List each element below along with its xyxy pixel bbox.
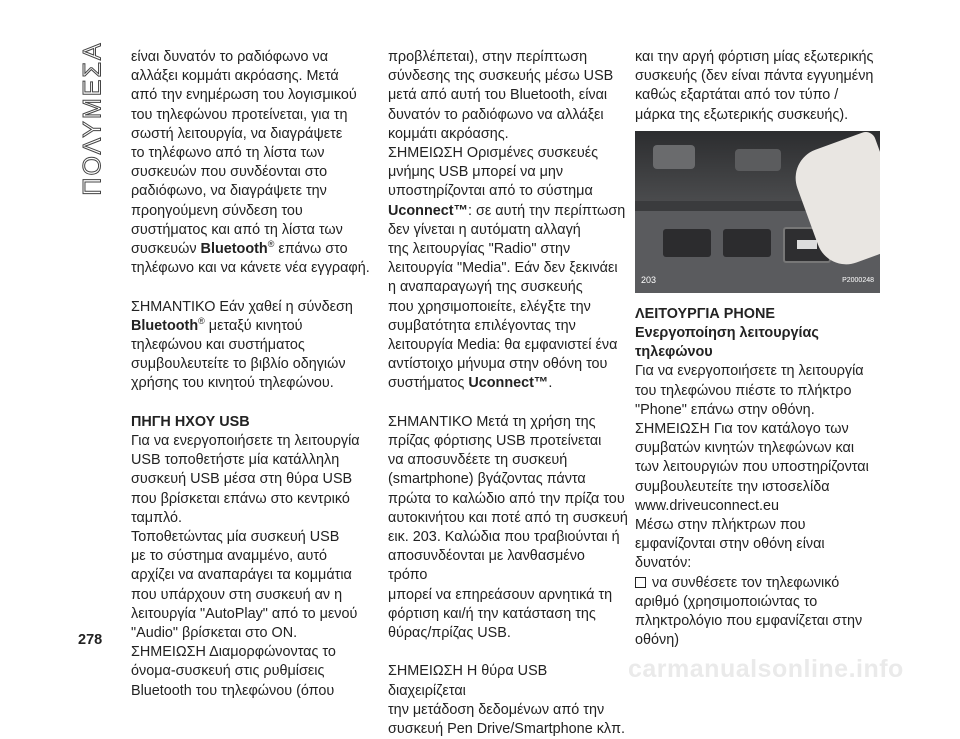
- text-line: συμβουλευτείτε την ιστοσελίδα: [635, 478, 830, 495]
- text-line: προηγούμενη σύνδεση του: [131, 202, 303, 219]
- text-line: αρχίζει να αναπαράγει τα κομμάτια: [131, 567, 352, 584]
- text-line: Bluetooth® μεταξύ κινητού: [131, 316, 303, 334]
- checkbox-bullet-icon: [635, 577, 646, 588]
- text-line: αλλάξει κομμάτι ακρόασης. Μετά: [131, 68, 339, 85]
- text-line: λειτουργία Media: θα εμφανιστεί ένα: [388, 337, 618, 354]
- text-line: ΣΗΜΕΙΩΣΗ Διαμορφώνοντας το: [131, 644, 336, 661]
- text-line: δεν γίνεται η αυτόματη αλλαγή: [388, 221, 581, 238]
- text-line: δυνατόν:: [635, 555, 692, 572]
- text-line: www.driveuconnect.eu: [635, 497, 779, 514]
- text-line: συσκευή USB μέσα στη θύρα USB: [131, 471, 353, 488]
- text-line: κομμάτι ακρόασης.: [388, 125, 509, 142]
- text-line: ΣΗΜΕΙΩΣΗ Ορισμένες συσκευές: [388, 145, 599, 162]
- text-line: Μέσω στην πλήκτρων που: [635, 517, 806, 534]
- text-line: Bluetooth του τηλεφώνου (όπου: [131, 682, 335, 699]
- text-line: του τηλεφώνου πιέστε το πλήκτρο: [635, 382, 852, 399]
- text-line: αποσυνδέονται με λανθασμένο τρόπο: [388, 548, 585, 584]
- text-line: συμβατών κινητών τηλεφώνων και: [635, 440, 855, 457]
- text-line: εικ. 203. Καλώδια που τραβιούνται ή: [388, 529, 620, 546]
- text-line: λειτουργία "AutoPlay" από το μενού: [131, 605, 358, 622]
- text-line: με το σύστημα αναμμένο, αυτό: [131, 548, 328, 565]
- text-line: μετά από αυτή του Bluetooth, είναι: [388, 87, 608, 104]
- text-line: η αναπαραγωγή της συσκευής: [388, 279, 583, 296]
- figure-id: P2000248: [842, 276, 874, 284]
- text-line: να αποσυνδέετε τη συσκευή: [388, 452, 568, 469]
- text-line: υποστηρίζονται από το σύστημα: [388, 183, 593, 200]
- text-line: ΣΗΜΕΙΩΣΗ Για τον κατάλογο των: [635, 421, 849, 438]
- text-line: Για να ενεργοποιήσετε τη λειτουργία: [635, 363, 864, 380]
- text-line: σύνδεσης της συσκευής μέσω USB: [388, 68, 614, 85]
- text-line: του τηλεφώνου προτείνεται, για τη: [131, 106, 348, 123]
- text-line: μάρκα της εξωτερικής συσκευής).: [635, 106, 849, 123]
- figure-number: 203: [641, 274, 657, 285]
- text-line: συμβατότητα επιλέγοντας την: [388, 317, 576, 334]
- text-line: που υπάρχουν στη συσκευή αν η: [131, 586, 343, 603]
- usb-port-photo: [635, 131, 880, 293]
- text-line: σωστή λειτουργία, να διαγράψετε: [131, 125, 343, 142]
- text-line: αντίστοιχο μήνυμα στην οθόνη του: [388, 356, 608, 373]
- text-line: ραδιόφωνο, να διαγράψετε την: [131, 183, 327, 200]
- text-line: Τοποθετώντας μία συσκευή USB: [131, 529, 340, 546]
- text-line: Uconnect™: σε αυτή την περίπτωση: [388, 202, 626, 219]
- text-line: συσκευών Bluetooth® επάνω στο: [131, 239, 348, 258]
- text-line: (smartphone) βγάζοντας πάντα: [388, 471, 586, 488]
- text-line: που χρησιμοποιείτε, ελέγξτε την: [388, 298, 591, 315]
- important-note: ΣΗΜΑΝΤΙΚΟ Εάν χαθεί η σύνδεση: [131, 298, 353, 315]
- column-2: [388, 48, 628, 739]
- text-line: χρήσης του κινητού τηλεφώνου.: [131, 375, 334, 392]
- text-line: από την ενημέρωση του λογισμικού: [131, 87, 357, 104]
- text-line: USB τοποθετήστε μία κατάλληλη: [131, 452, 340, 469]
- text-line: των λειτουργιών που υποστηρίζονται: [635, 459, 869, 476]
- text-line: φόρτιση και/ή την κατάσταση της: [388, 605, 596, 622]
- text-line: ΣΗΜΕΙΩΣΗ Η θύρα USB διαχειρίζεται: [388, 663, 548, 699]
- text-line: όνομα-συσκευή στις ρυθμίσεις: [131, 663, 325, 680]
- text-line: συσκευής (δεν είναι πάντα εγγυημένη: [635, 68, 874, 85]
- text-line: αριθμό (χρησιμοποιώντας το: [635, 593, 818, 610]
- list-item: να συνθέσετε τον τηλεφωνικό: [635, 574, 875, 593]
- text-line: προβλέπεται), στην περίπτωση: [388, 49, 588, 65]
- text-line: είναι δυνατόν το ραδιόφωνο να: [131, 49, 329, 65]
- text-line: συσκευών που συνδέονται στο: [131, 164, 328, 181]
- text-line: συσκευή Pen Drive/Smartphone κλπ.: [388, 721, 626, 738]
- page-number: 278: [78, 632, 103, 648]
- text-line: τηλεφώνου και συστήματος: [131, 337, 305, 354]
- section-subheading: τηλεφώνου: [635, 344, 713, 361]
- text-line: οθόνη): [635, 632, 680, 649]
- text-line: καθώς εξαρτάται από τον τύπο /: [635, 87, 839, 104]
- text-line: συστήματος και από τη λίστα των: [131, 221, 343, 238]
- text-line: λειτουργία "Media". Εάν δεν ξεκινάει: [388, 260, 618, 277]
- text-line: το τηλέφωνο από τη λίστα των: [131, 145, 325, 162]
- watermark: carmanualsonline.info: [628, 655, 904, 683]
- text-line: Για να ενεργοποιήσετε τη λειτουργία: [131, 433, 360, 450]
- text-line: αυτοκινήτου και ποτέ από τη συσκευή: [388, 509, 628, 526]
- text-line: "Audio" βρίσκεται στο ON.: [131, 625, 298, 642]
- text-line: "Phone" επάνω στην οθόνη.: [635, 401, 815, 418]
- text-line: μπορεί να επηρεάσουν αρνητικά τη: [388, 586, 613, 603]
- text-line: μνήμης USB μπορεί να μην: [388, 164, 564, 181]
- text-line: εμφανίζονται στην οθόνη είναι: [635, 536, 825, 553]
- text-line: θύρας/πρίζας USB.: [388, 625, 511, 642]
- text-line: πρώτα το καλώδιο από την πρίζα του: [388, 490, 625, 507]
- text-line: και την αργή φόρτιση μίας εξωτερικής: [635, 49, 874, 65]
- text-line: που βρίσκεται επάνω στο κεντρικό: [131, 490, 350, 507]
- text-line: τηλέφωνο και να κάνετε νέα εγγραφή.: [131, 260, 370, 277]
- section-heading: ΛΕΙΤΟΥΡΓΙΑ PHONE: [635, 305, 775, 322]
- text-line: την μετάδοση δεδομένων από την: [388, 701, 605, 718]
- section-tab: ΠΟΛΥΜΕΣΑ: [78, 40, 107, 196]
- text-line: δυνατόν το ραδιόφωνο να αλλάξει: [388, 106, 604, 123]
- text-line: συστήματος Uconnect™.: [388, 375, 553, 392]
- text-line: πρίζας φόρτισης USB προτείνεται: [388, 433, 602, 450]
- text-line: συμβουλευτείτε το βιβλίο οδηγιών: [131, 356, 346, 373]
- text-line: της λειτουργίας "Radio" στην: [388, 241, 571, 258]
- section-heading: ΠΗΓΗ ΗΧΟΥ USB: [131, 413, 250, 430]
- text-line: πληκτρολόγιο που εμφανίζεται στην: [635, 613, 863, 630]
- column-1: [131, 48, 371, 701]
- section-subheading: Ενεργοποίηση λειτουργίας: [635, 325, 819, 342]
- text-line: ταμπλό.: [131, 509, 182, 526]
- column-3: [635, 48, 875, 650]
- text-line: ΣΗΜΑΝΤΙΚΟ Μετά τη χρήση της: [388, 413, 596, 430]
